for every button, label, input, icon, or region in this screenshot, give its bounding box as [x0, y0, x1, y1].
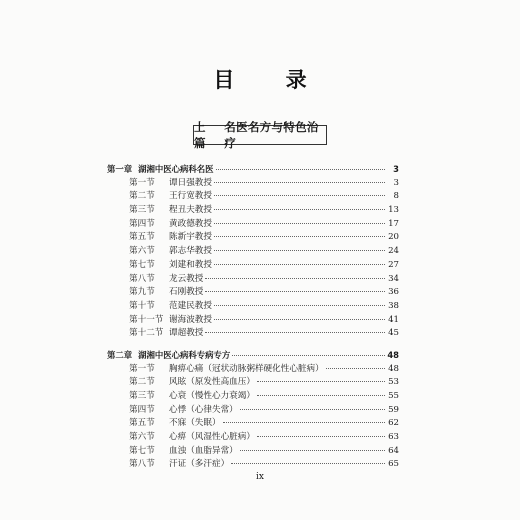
page-ref: 53 — [388, 377, 399, 388]
dot-leader — [223, 422, 385, 423]
toc-section-entry[interactable] — [107, 314, 399, 328]
dot-leader — [257, 381, 385, 382]
dot-leader — [214, 209, 385, 210]
part-name: 名医名方与特色治疗 — [224, 120, 319, 150]
page-ref: 27 — [388, 259, 399, 270]
toc-section-entry[interactable] — [107, 363, 399, 377]
section-number: 第二节 — [129, 377, 155, 388]
section-number: 第五节 — [129, 232, 155, 243]
toc-section-entry[interactable] — [107, 218, 399, 232]
section-title: 黄政德教授 — [169, 218, 212, 229]
page-ref: 17 — [388, 218, 399, 229]
section-number: 第七节 — [129, 445, 155, 456]
toc-section-entry[interactable] — [107, 190, 399, 204]
section-title: 程丑夫教授 — [169, 205, 212, 216]
section-title: 陈新宇教授 — [169, 232, 212, 243]
toc-section-entry[interactable] — [107, 286, 399, 300]
dot-leader — [231, 463, 385, 464]
page-ref: 55 — [388, 391, 399, 401]
section-number: 第十节 — [129, 300, 155, 311]
page-ref: 36 — [388, 287, 399, 298]
toc-section-entry[interactable] — [107, 231, 399, 245]
dot-leader — [214, 250, 385, 251]
page-ref: 48 — [387, 349, 399, 360]
dot-leader — [214, 264, 385, 265]
section-number: 第二节 — [129, 191, 155, 202]
page-ref: 64 — [388, 445, 399, 456]
toc-section-entry[interactable] — [107, 177, 399, 191]
section-number: 第十二节 — [129, 328, 164, 339]
section-number: 第五节 — [129, 418, 155, 429]
part-heading-box — [193, 120, 327, 150]
dot-leader — [214, 305, 385, 306]
section-title: 血浊（血脂异常） — [169, 445, 238, 456]
page-ref: 3 — [393, 177, 399, 188]
section-title: 心悸（心律失常） — [169, 404, 238, 415]
section-title: 不寐（失眠） — [169, 418, 221, 429]
section-title: 胸痹心痛（冠状动脉粥样硬化性心脏病） — [169, 363, 324, 374]
toc-section-entry[interactable] — [107, 376, 399, 390]
toc-section-entry[interactable] — [107, 390, 399, 404]
section-number: 第六节 — [129, 246, 155, 257]
page-ref: 20 — [388, 232, 399, 243]
page-number: ix — [256, 472, 264, 482]
chapter-number: 第一章 — [107, 164, 133, 174]
toc-section-entry[interactable] — [107, 259, 399, 273]
table-of-contents — [107, 163, 399, 472]
chapter-title: 湖湘中医心病科名医 — [138, 164, 214, 174]
dot-leader — [257, 436, 385, 437]
section-title: 谭超教授 — [169, 328, 204, 339]
section-title: 石刚教授 — [169, 287, 204, 298]
section-number: 第一节 — [129, 363, 155, 374]
dot-leader — [326, 368, 385, 369]
dot-leader — [214, 236, 385, 237]
toc-section-entry[interactable] — [107, 417, 399, 431]
dot-leader — [214, 223, 385, 224]
page-ref: 65 — [388, 459, 399, 470]
dot-leader — [214, 182, 385, 183]
chapter-title: 湖湘中医心病科专病专方 — [138, 349, 231, 360]
section-title: 谭日强教授 — [169, 177, 212, 188]
section-number: 第八节 — [129, 459, 155, 470]
section-number: 第十一节 — [129, 314, 164, 325]
dot-leader — [240, 450, 385, 451]
page-ref: 62 — [388, 418, 399, 429]
toc-section-entry[interactable] — [107, 327, 399, 341]
section-number: 第六节 — [129, 432, 155, 443]
section-number: 第一节 — [129, 177, 155, 188]
toc-chapter-entry[interactable] — [107, 163, 399, 177]
toc-section-entry[interactable] — [107, 458, 399, 472]
page-ref: 48 — [388, 363, 399, 374]
section-title: 风眩（原发性高血压） — [169, 377, 255, 388]
page-ref: 3 — [393, 164, 399, 174]
dot-leader — [257, 395, 385, 396]
section-title: 汗证（多汗症） — [169, 459, 230, 470]
toc-section-entry[interactable] — [107, 273, 399, 287]
page-ref: 34 — [388, 273, 399, 284]
section-number: 第四节 — [129, 404, 155, 415]
page-ref: 8 — [393, 191, 399, 202]
toc-section-entry[interactable] — [107, 245, 399, 259]
toc-section-entry[interactable] — [107, 445, 399, 459]
section-number: 第三节 — [129, 205, 155, 216]
page-ref: 38 — [388, 300, 399, 311]
dot-leader — [232, 355, 385, 356]
section-title: 心衰（慢性心力衰竭） — [169, 391, 255, 401]
page-ref: 63 — [388, 432, 399, 443]
page-ref: 59 — [388, 404, 399, 415]
section-title: 心痹（风湿性心脏病） — [169, 432, 255, 443]
page-ref: 13 — [388, 205, 399, 216]
toc-section-entry[interactable] — [107, 404, 399, 418]
toc-chapter-entry[interactable] — [107, 349, 399, 363]
section-title: 刘建和教授 — [169, 259, 212, 270]
page-title: 目 录 — [213, 68, 329, 92]
dot-leader — [216, 169, 386, 170]
toc-section-entry[interactable] — [107, 204, 399, 218]
dot-leader — [214, 195, 385, 196]
dot-leader — [205, 332, 385, 333]
section-title: 郭志华教授 — [169, 246, 212, 257]
dot-leader — [205, 291, 385, 292]
section-number: 第九节 — [129, 287, 155, 298]
part-label: 上篇 — [194, 120, 206, 150]
page-ref: 24 — [388, 246, 399, 257]
section-title: 龙云教授 — [169, 273, 204, 284]
page-ref: 41 — [388, 314, 399, 325]
dot-leader — [205, 278, 385, 279]
toc-section-entry[interactable] — [107, 431, 399, 445]
chapter-number: 第二章 — [107, 349, 133, 360]
section-number: 第七节 — [129, 259, 155, 270]
section-title: 范建民教授 — [169, 300, 212, 311]
dot-leader — [214, 319, 385, 320]
section-title: 王行宽教授 — [169, 191, 212, 202]
dot-leader — [240, 409, 385, 410]
section-number: 第八节 — [129, 273, 155, 284]
section-number: 第三节 — [129, 391, 155, 401]
toc-section-entry[interactable] — [107, 300, 399, 314]
section-number: 第四节 — [129, 218, 155, 229]
page-ref: 45 — [388, 328, 399, 339]
section-title: 谢海波教授 — [169, 314, 212, 325]
